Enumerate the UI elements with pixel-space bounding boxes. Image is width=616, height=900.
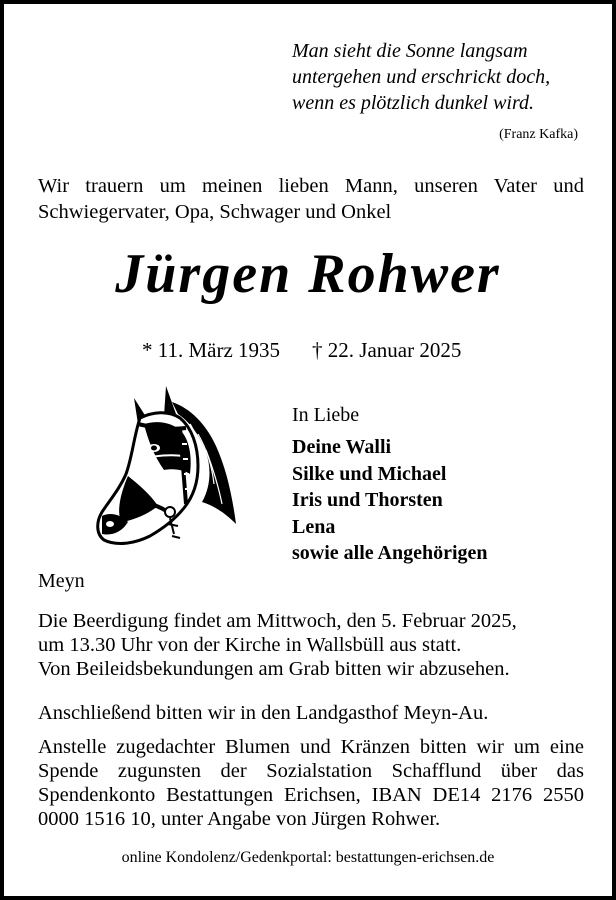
life-dates xyxy=(142,338,461,363)
horse-head-icon xyxy=(94,384,239,559)
donation-note: Anstelle zugedachter Blumen und Kränzen bitten wir um eine Spende zugunsten der Sozialstation Schafflund über das Spendenkonto Bestattungen Erichsen, IBAN DE14 2176 2550 0000 1516 10, unter Angabe von Jürgen Rohwer. xyxy=(38,736,584,830)
deceased-name: Jürgen Rohwer xyxy=(115,243,501,305)
quote-line: untergehen und erschrickt doch, xyxy=(292,66,551,88)
funeral-line: Die Beerdigung findet am Mittwoch, den 5. Februar 2025, xyxy=(38,610,517,632)
quote-line: wenn es plötzlich dunkel wird. xyxy=(292,92,535,114)
funeral-details xyxy=(38,609,588,681)
mourner-name: sowie alle Angehörigen xyxy=(292,542,488,564)
intro-text: Wir trauern um meinen lieben Mann, unseren Vater und Schwiegervater, Opa, Schwager und Onkel xyxy=(38,175,584,223)
quote-author: (Franz Kafka) xyxy=(499,127,578,142)
quote-line: Man sieht die Sonne langsam xyxy=(292,40,528,62)
birth-date: * 11. März 1935 xyxy=(142,338,281,362)
reception-note: Anschließend bitten wir in den Landgasthof Meyn-Au. xyxy=(38,702,489,724)
mourner-name: Iris und Thorsten xyxy=(292,489,443,511)
mourner-name: Lena xyxy=(292,515,336,538)
love-heading: In Liebe xyxy=(292,404,360,426)
mourner-name: Deine Walli xyxy=(292,436,392,458)
place-name: Meyn xyxy=(38,570,85,592)
mourners-list xyxy=(292,434,488,567)
kafka-quote xyxy=(292,38,592,116)
condolence-portal: online Kondolenz/Gedenkportal: bestattungen-erichsen.de xyxy=(121,849,495,866)
funeral-line: um 13.30 Uhr von der Kirche in Wallsbüll aus statt. xyxy=(38,634,462,656)
death-date: † 22. Januar 2025 xyxy=(312,338,462,362)
funeral-line: Von Beileidsbekundungen am Grab bitten wir abzusehen. xyxy=(38,658,510,680)
mourner-name: Silke und Michael xyxy=(292,462,447,485)
